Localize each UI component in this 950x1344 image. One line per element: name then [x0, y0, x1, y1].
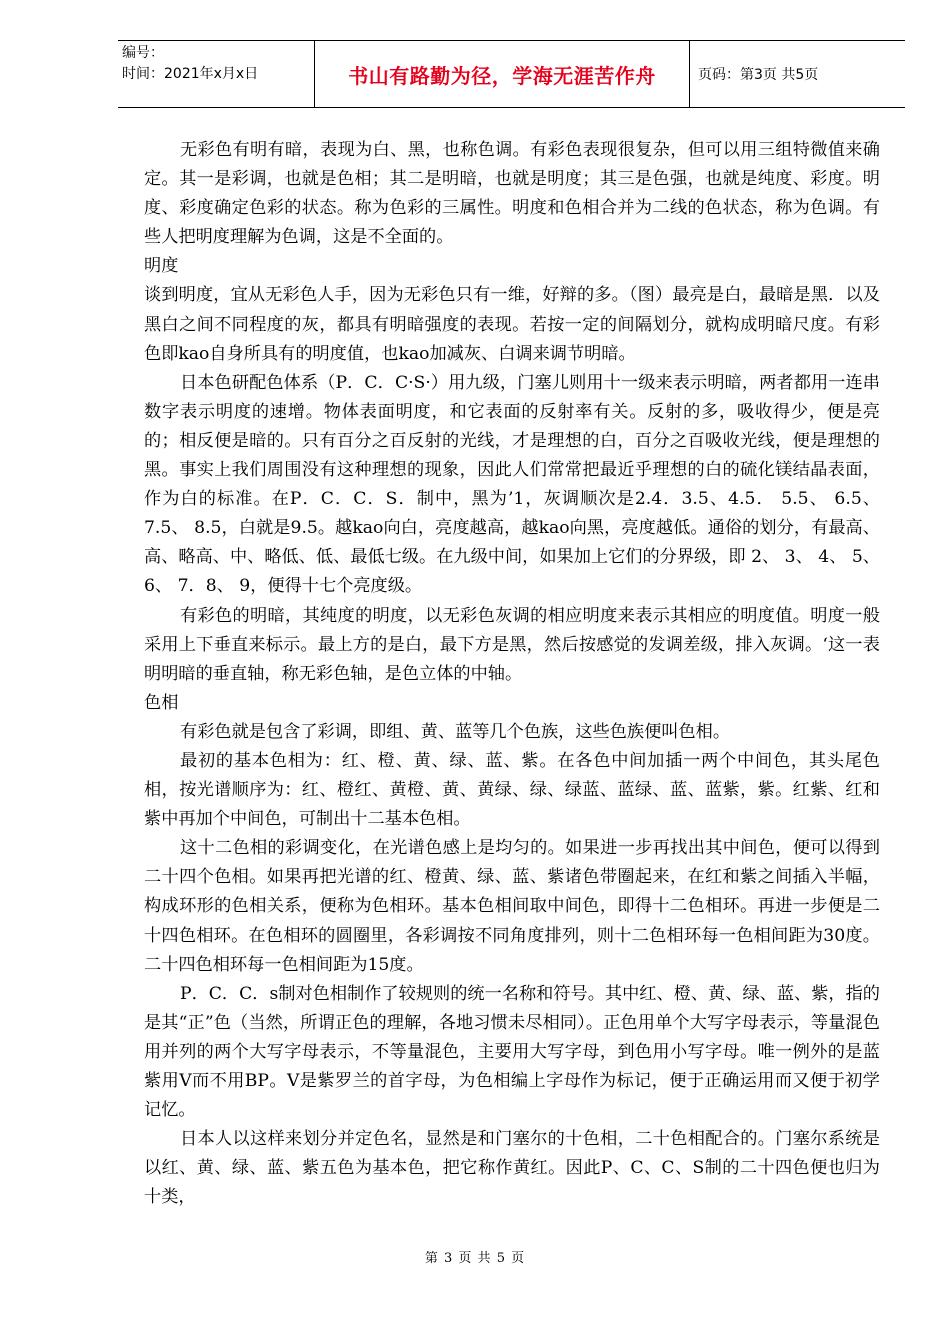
page-header — [118, 40, 905, 108]
paragraph: 无彩色有明有暗，表现为白、黑，也称色调。有彩色表现很复杂，但可以用三组特微值来确定。其一是彩调，也就是色相；其二是明暗，也就是明度；其三是色强，也就是纯度、彩度。明度、彩度确定色彩的状态。称为色彩的三属性。明度和色相合并为二线的色状态，称为色调。有些人把明度理解为色调，这是不全面的。 — [144, 140, 880, 248]
page-footer: 第 3 页 共 5 页 — [424, 1251, 526, 1266]
paragraph: 这十二色相的彩调变化，在光谱色感上是均匀的。如果进一步再找出其中间色，便可以得到二十四个色相。如果再把光谱的红、橙黄、绿、蓝、紫诸色带圈起来，在红和紫之间插入半幅，构成环形的色相关系，便称为色相环。基本色相间取中间色，即得十二色相环。再进一步便是二十四色相环。在色相环的圆圈里，各彩调按不同角度排列，则十二色相环每一色相间距为30度。二十四色相环每一色相间距为15度。 — [144, 838, 880, 975]
header-meta — [118, 41, 315, 107]
time-label: 时间：2021年x月x日 — [122, 66, 259, 82]
page-number-label: 页码：第3页 共5页 — [698, 67, 819, 83]
paragraph: 日本色研配色体系（P．C．C·S·）用九级，门塞儿则用十一级来表示明暗，两者都用一连串数字表示明度的速增。物体表面明度，和它表面的反射率有关。反射的多，吸收得少，便是亮的；相反便是暗的。只有百分之百反射的光线，才是理想的白，百分之百吸收光线，便是理想的黑。事实上我们周围没有这种理想的现象，因此人们常常把最近乎理想的白的硫化镁结晶表面，作为白的标准。在P．C．C．S．制中，黑为’1，灰调顺次是2.4．3.5、4.5． 5.5、 6.5、 7.5、 8.5，白就是9.5。越kao向白，亮度越高，越kao向黑，亮度越低。通俗的划分，有最高、高、略高、中、略低、低、最低七级。在九级中间，如果加上它们的分界级，即 2、 3、 4、 5、 6、 7．8、 9，便得十七个亮度级。 — [144, 372, 880, 597]
paragraph: 有彩色就是包含了彩调，即组、黄、蓝等几个色族，这些色族便叫色相。 — [180, 721, 731, 742]
header-motto-cell — [315, 41, 690, 107]
paragraph: 有彩色的明暗，其纯度的明度，以无彩色灰调的相应明度来表示其相应的明度值。明度一般采用上下垂直来标示。最上方的是白，最下方是黑，然后按感觉的发调差级，排入灰调。‘这一表明明暗的垂直轴，称无彩色轴，是色立体的中轴。 — [144, 605, 880, 684]
section-heading-hue: 色相 — [144, 692, 179, 713]
section-heading-lightness: 明度 — [144, 256, 179, 277]
document-body — [144, 136, 880, 1212]
paragraph: 谈到明度，宜从无彩色人手，因为无彩色只有一维，好辩的多。（图）最亮是白，最暗是黑．以及黑白之间不同程度的灰，都具有明暗强度的表现。若按一定的间隔划分，就构成明暗尺度。有彩色即kao自身所具有的明度值，也kao加减灰、白调来调节明暗。 — [144, 285, 880, 364]
paragraph: 日本人以这样来划分并定色名，显然是和门塞尔的十色相，二十色相配合的。门塞尔系统是以红、黄、绿、蓝、紫五色为基本色，把它称作黄红。因此P、C、C、S制的二十四色便也归为十类， — [144, 1129, 880, 1208]
number-label: 编号： — [122, 45, 164, 61]
paragraph: 最初的基本色相为：红、橙、黄、绿、蓝、紫。在各色中间加插一两个中间色，其头尾色相，按光谱顺序为：红、橙红、黄橙、黄、黄绿、绿、绿蓝、蓝绿、蓝、蓝紫，紫。红紫、红和紫中再加个中间色，可制出十二基本色相。 — [144, 750, 880, 830]
motto-text: 书山有路勤为径，学海无涯苦作舟 — [348, 63, 656, 88]
paragraph: P．C．C．s制对色相制作了较规则的统一名称和符号。其中红、橙、黄、绿、蓝、紫，指的是其“正”色（当然，所谓正色的理解，各地习惯未尽相同）。正色用单个大写字母表示，等量混色用并列的两个大写字母表示，不等量混色，主要用大写字母，到色用小写字母。唯一例外的是蓝紫用V而不用BP。V是紫罗兰的首字母，为色相编上字母作为标记，便于正确运用而又便于初学记忆。 — [144, 983, 880, 1121]
header-page-cell — [690, 41, 905, 107]
